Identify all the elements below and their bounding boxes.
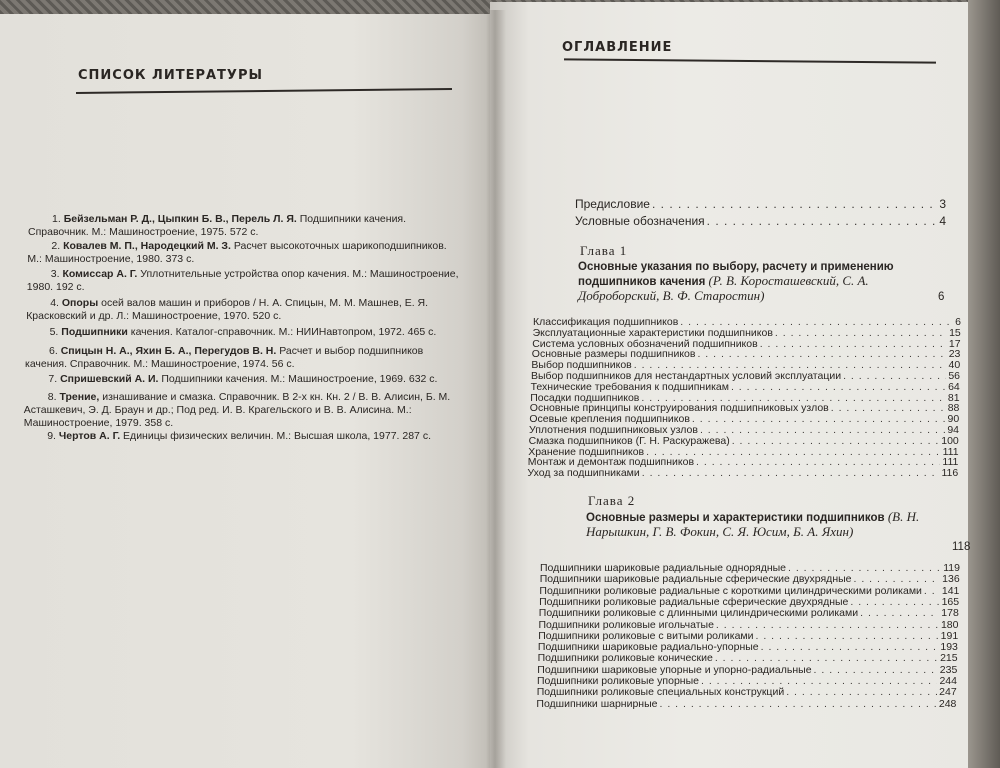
toc-entry-title: Подшипники шариковые радиальные сферические двухрядные bbox=[539, 573, 852, 586]
toc-leader-dots bbox=[786, 686, 937, 698]
toc-entry-page: 15 bbox=[949, 326, 961, 339]
toc-leader-dots bbox=[756, 630, 939, 642]
reference-entry bbox=[27, 240, 463, 266]
reference-authors: Комиссар А. Г. bbox=[62, 268, 138, 280]
reference-authors: Спришевский А. И. bbox=[60, 373, 159, 385]
reference-authors: Трение, bbox=[59, 391, 100, 403]
reference-number: 5. bbox=[49, 326, 62, 338]
toc-entry bbox=[538, 652, 958, 664]
toc-entry-title: Подшипники роликовые конические bbox=[537, 652, 713, 665]
toc-entry-page: 3 bbox=[939, 197, 946, 211]
toc-entry-page: 244 bbox=[939, 675, 957, 687]
reference-authors: Ковалев М. П., Народецкий М. З. bbox=[63, 240, 231, 252]
toc-leader-dots bbox=[860, 607, 939, 619]
toc-entry-title: Подшипники роликовые радиальные с короткими цилиндрическими роликами bbox=[539, 584, 922, 597]
toc-entry-page: 178 bbox=[941, 607, 959, 620]
toc-entry-title: Подшипники шариковые радиально-упорные bbox=[537, 641, 759, 654]
toc-entry-title: Классификация подшипников bbox=[533, 316, 679, 328]
toc-entry-title: Технические требования к подшипникам bbox=[530, 380, 729, 393]
toc-entry bbox=[537, 664, 957, 676]
toc-entry-page: 165 bbox=[941, 595, 960, 608]
toc-entry-page: 23 bbox=[948, 348, 961, 361]
toc-entry-page: 4 bbox=[939, 214, 946, 228]
toc-entry-title: Предисловие bbox=[575, 197, 650, 211]
chapter-1-title bbox=[578, 260, 930, 304]
reference-number: 8. bbox=[47, 391, 60, 403]
toc-entry-title: Подшипники роликовые специальных конструкций bbox=[536, 686, 785, 699]
reference-authors: Опоры bbox=[61, 297, 99, 309]
reference-entry bbox=[24, 391, 459, 430]
toc-entry-page: 56 bbox=[948, 370, 960, 382]
toc-entry bbox=[539, 585, 959, 597]
reference-details: Единицы физических величин. М.: Высшая школа, 1977. 287 с. bbox=[120, 430, 431, 442]
reference-entry bbox=[26, 326, 461, 339]
chapter-2-title bbox=[586, 510, 936, 540]
toc-entry bbox=[575, 198, 946, 210]
toc-entry-title: Уплотнения подшипниковых узлов bbox=[529, 424, 698, 436]
toc-entry-title: Подшипники роликовые с витыми роликами bbox=[538, 629, 754, 642]
toc-entry-title: Подшипники шариковые упорные и упорно-радиальные bbox=[537, 663, 812, 676]
toc-leader-dots bbox=[761, 641, 939, 653]
toc-entry-page: 180 bbox=[940, 618, 959, 631]
toc-entry-page: 193 bbox=[940, 641, 958, 654]
reference-entry bbox=[25, 345, 460, 371]
toc-entry-page: 17 bbox=[948, 337, 961, 350]
reference-details: Расчет высокоточных шарикоподшипников. М.: Машиностроение, 1980. 373 с. bbox=[27, 240, 447, 265]
reference-number: 2. bbox=[51, 240, 64, 252]
reference-entry bbox=[27, 268, 463, 294]
toc-entry-title: Подшипники шарнирные bbox=[536, 697, 658, 710]
reference-entry bbox=[26, 297, 461, 323]
toc-entry bbox=[537, 686, 957, 698]
toc-entry-title: Осевые крепления подшипников bbox=[529, 413, 690, 426]
reference-number: 7. bbox=[48, 373, 61, 385]
toc-entry-title: Подшипники роликовые с длинными цилиндрическими роликами bbox=[538, 607, 859, 620]
reference-number: 6. bbox=[49, 345, 61, 357]
reference-details: качения. Каталог-справочник. М.: НИИНавтопром, 1972. 465 с. bbox=[127, 326, 437, 338]
reference-number: 1. bbox=[52, 213, 64, 225]
chapter-2-label: Глава 2 bbox=[588, 493, 636, 508]
chapter-2-authors: (В. Н. Нарышкин, Г. В. Фокин, С. Я. Юсим, Б. А. Яхин) bbox=[586, 509, 920, 539]
toc-entry-page: 191 bbox=[940, 629, 959, 642]
toc-leader-dots bbox=[716, 619, 939, 631]
toc-leader-dots bbox=[814, 664, 938, 676]
toc-entry-page: 111 bbox=[942, 456, 959, 469]
chapter-1-page: 6 bbox=[938, 291, 945, 303]
toc-entry-title: Подшипники роликовые упорные bbox=[537, 675, 699, 687]
toc-entry-page: 40 bbox=[948, 359, 961, 372]
toc-entry bbox=[537, 675, 957, 687]
toc-entry-page: 247 bbox=[939, 686, 957, 699]
toc-leader-dots bbox=[924, 585, 940, 597]
toc-entry-title: Подшипники роликовые игольчатые bbox=[538, 618, 714, 631]
reference-authors: Чертов А. Г. bbox=[58, 430, 121, 442]
chapter-2-title-text: Основные размеры и характеристики подшипников bbox=[586, 512, 885, 524]
toc-entry-page: 136 bbox=[942, 573, 960, 586]
toc-entry-page: 94 bbox=[947, 424, 959, 436]
toc-entry bbox=[539, 596, 959, 608]
toc-entry-page: 215 bbox=[940, 652, 958, 665]
reference-details: изнашивание и смазка. Справочник. В 2-х кн. Кн. 2 / В. В. Алисин, Б. М. Асташкевич, Э. Д. Браун и др.; Под ред. И. В. Крагельского и В. В. Алисина. М.: Машиностроение, 1979. 358 с. bbox=[23, 391, 451, 429]
toc-entry-page: 116 bbox=[941, 467, 959, 480]
toc-entry-page: 141 bbox=[941, 584, 960, 597]
toc-entry-page: 81 bbox=[947, 391, 960, 404]
chapter-1-title-text: Основные указания по выбору, расчету и применению подшипников качения bbox=[578, 261, 894, 288]
toc-entry-title: Смазка подшипников (Г. Н. Раскуражева) bbox=[528, 434, 730, 447]
toc-entry bbox=[538, 630, 958, 642]
toc-leader-dots bbox=[642, 467, 940, 479]
toc-entry-title: Эксплуатационные характеристики подшипников bbox=[532, 326, 773, 339]
reference-entry bbox=[23, 430, 457, 443]
toc-entry-title: Система условных обозначений подшипников bbox=[532, 337, 758, 350]
toc-entry-title: Посадки подшипников bbox=[530, 391, 640, 404]
toc-entry-title: Основные принципы конструирования подшипниковых узлов bbox=[529, 402, 829, 415]
toc-leader-dots bbox=[715, 652, 938, 664]
toc-entry-title: Основные размеры подшипников bbox=[531, 348, 696, 361]
toc-entry-page: 100 bbox=[941, 434, 959, 447]
toc-entry bbox=[539, 607, 959, 619]
toc-entry-title: Хранение подшипников bbox=[528, 445, 645, 458]
toc-entry-title: Подшипники шариковые радиальные однорядные bbox=[540, 562, 787, 574]
toc-entry bbox=[540, 562, 960, 574]
toc-entry bbox=[538, 641, 958, 653]
reference-authors: Подшипники bbox=[61, 326, 128, 338]
chapter-2-page: 118 bbox=[952, 541, 971, 553]
toc-entry-title: Подшипники роликовые радиальные сферические двухрядные bbox=[539, 595, 849, 608]
reference-details: Подшипники качения. М.: Машиностроение, 1969. 632 с. bbox=[158, 373, 438, 385]
toc-entry bbox=[527, 467, 958, 479]
reference-number: 3. bbox=[50, 268, 63, 280]
toc-entry-page: 119 bbox=[943, 562, 960, 574]
reference-authors: Спицын Н. А., Яхин Б. А., Перегудов В. Н. bbox=[60, 345, 277, 357]
chapter-1-label: Глава 1 bbox=[580, 243, 628, 258]
toc-entry-page: 90 bbox=[947, 413, 960, 426]
reference-number: 4. bbox=[50, 297, 62, 309]
toc-leader-dots bbox=[652, 198, 937, 210]
toc-entry-page: 6 bbox=[955, 316, 961, 328]
toc-entry-page: 248 bbox=[938, 697, 957, 710]
toc-entry-title: Уход за подшипниками bbox=[527, 467, 640, 480]
toc-entry bbox=[536, 698, 956, 710]
chapter-1-authors: (Р. В. Коросташевский, С. А. Доброборский, В. Ф. Старостин) bbox=[578, 273, 869, 303]
toc-entry-page: 88 bbox=[947, 402, 960, 415]
toc-leader-dots bbox=[854, 573, 941, 585]
toc-leader-dots bbox=[707, 215, 938, 227]
toc-entry bbox=[575, 215, 946, 227]
bibliography-heading: СПИСОК ЛИТЕРАТУРЫ bbox=[78, 68, 263, 83]
reference-entry bbox=[28, 213, 464, 239]
toc-entry bbox=[539, 619, 959, 631]
toc-entry-title: Монтаж и демонтаж подшипников bbox=[527, 456, 695, 469]
reference-details: Уплотнительные устройства опор качения. М.: Машиностроение, 1980. 192 с. bbox=[26, 268, 459, 293]
toc-heading: ОГЛАВЛЕНИЕ bbox=[562, 40, 673, 55]
toc-entry-page: 235 bbox=[939, 663, 958, 676]
toc-entry-page: 64 bbox=[948, 380, 960, 393]
reference-authors: Бейзельман Р. Д., Цыпкин Б. В., Перель Л. Я. bbox=[63, 213, 297, 225]
toc-leader-dots bbox=[701, 675, 937, 687]
book-gutter bbox=[486, 10, 506, 768]
toc-entry-page: 111 bbox=[942, 445, 959, 458]
toc-entry-title: Условные обозначения bbox=[575, 214, 705, 228]
reference-entry bbox=[24, 373, 459, 386]
toc-entry-title: Выбор подшипников для нестандартных условий эксплуатации bbox=[531, 370, 842, 382]
reference-number: 9. bbox=[47, 430, 59, 442]
toc-entry bbox=[540, 573, 960, 585]
book-edge bbox=[968, 0, 1000, 768]
reference-details: Подшипники качения. Справочник. М.: Машиностроение, 1975. 572 с. bbox=[28, 213, 407, 238]
toc-entry-title: Выбор подшипников bbox=[531, 359, 632, 372]
reference-details: осей валов машин и приборов / Н. А. Спицын, М. М. Машнев, Е. Я. Красковский и др. Л.: Машиностроение, 1970. 520 с. bbox=[26, 297, 429, 322]
reference-details: Расчет и выбор подшипников качения. Справочник. М.: Машиностроение, 1974. 56 с. bbox=[25, 345, 424, 370]
toc-leader-dots bbox=[788, 562, 941, 574]
toc-leader-dots bbox=[850, 596, 939, 608]
toc-leader-dots bbox=[659, 698, 936, 710]
